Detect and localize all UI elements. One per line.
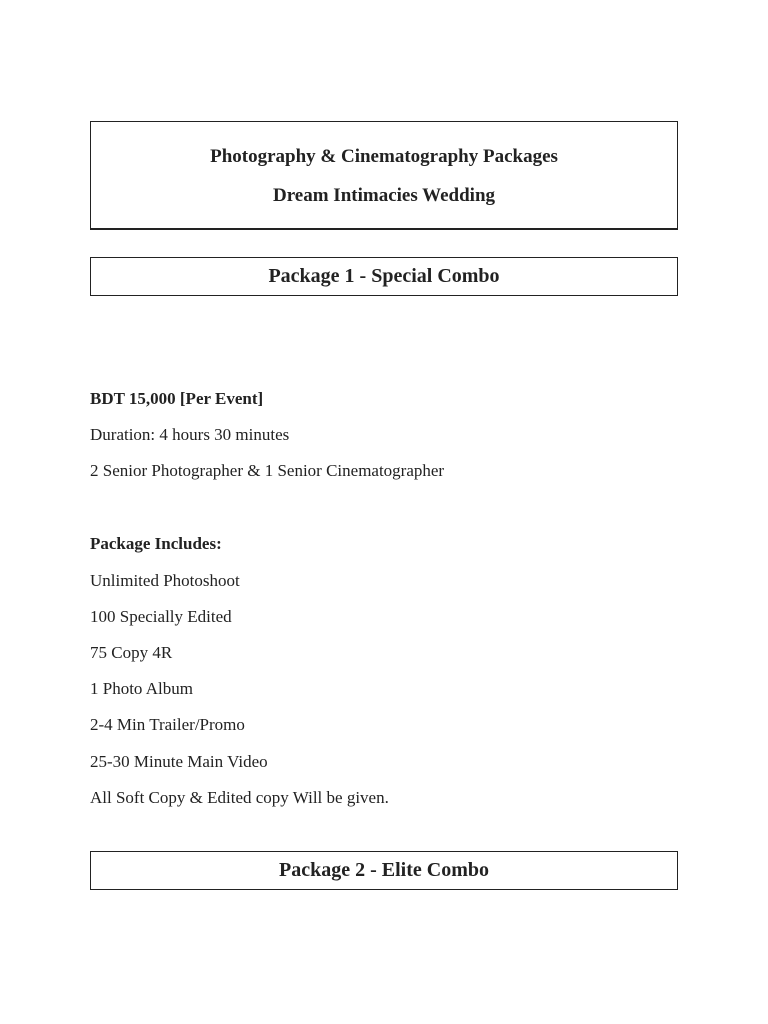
document-title: Photography & Cinematography Packages <box>210 146 558 167</box>
package-2-heading: Package 2 - Elite Combo <box>90 851 678 890</box>
package-1-include-item: All Soft Copy & Edited copy Will be given. <box>90 788 389 807</box>
package-1-includes-label: Package Includes: <box>90 534 222 553</box>
package-1-heading: Package 1 - Special Combo <box>90 257 678 296</box>
document-title-box <box>90 121 678 230</box>
package-1-include-item: 100 Specially Edited <box>90 607 232 626</box>
package-1-duration: Duration: 4 hours 30 minutes <box>90 425 290 444</box>
package-1-crew: 2 Senior Photographer & 1 Senior Cinematographer <box>90 461 445 480</box>
document-subtitle: Dream Intimacies Wedding <box>272 185 496 206</box>
package-1-price: BDT 15,000 [Per Event] <box>90 389 264 408</box>
package-1-include-item: Unlimited Photoshoot <box>90 571 240 590</box>
package-1-include-item: 75 Copy 4R <box>90 643 173 662</box>
package-1-include-item: 2-4 Min Trailer/Promo <box>90 715 245 734</box>
package-1-include-item: 1 Photo Album <box>90 679 193 698</box>
package-1-include-item: 25-30 Minute Main Video <box>90 752 268 771</box>
